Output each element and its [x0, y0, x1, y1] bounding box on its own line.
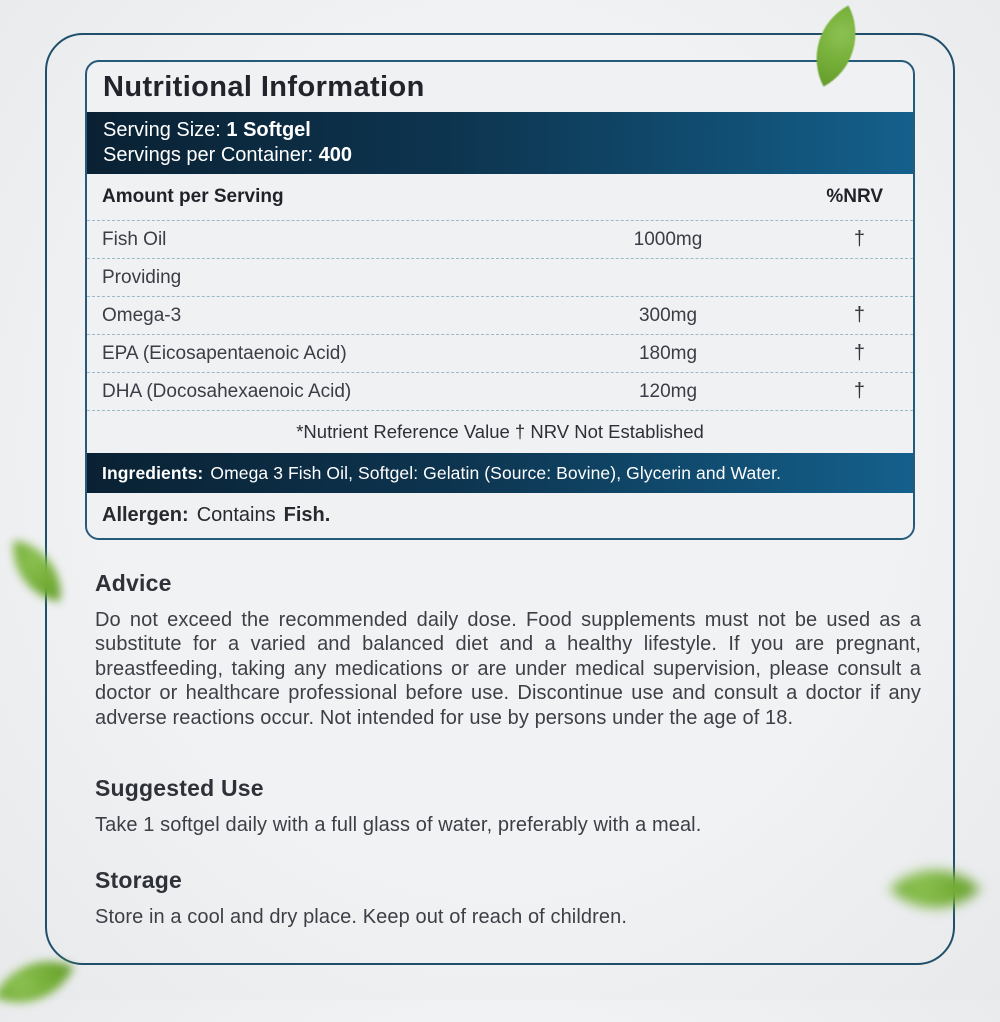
- nutrient-name: Providing: [102, 266, 182, 288]
- nutrition-card-title: Nutritional Information: [103, 70, 425, 103]
- ingredients-label: Ingredients:: [102, 462, 204, 483]
- storage-section: [95, 867, 921, 929]
- serving-info-banner: [87, 112, 913, 174]
- nutrient-row: [87, 372, 913, 410]
- nutrient-nrv: †: [853, 228, 865, 250]
- nutrient-nrv: †: [853, 380, 865, 402]
- advice-section: [95, 570, 921, 730]
- servings-per-container-line: [103, 143, 897, 168]
- advice-heading: Advice: [95, 570, 172, 596]
- nutrient-table-header: [87, 174, 913, 220]
- allergen-label: Allergen:: [102, 504, 189, 526]
- ingredients-text: Omega 3 Fish Oil, Softgel: Gelatin (Source: Bovine), Glycerin and Water.: [210, 462, 782, 483]
- nutrient-row: [87, 334, 913, 372]
- nutrient-name: EPA (Eicosapentaenoic Acid): [102, 342, 347, 364]
- servings-per-container-label: Servings per Container:: [103, 144, 319, 166]
- nutrient-nrv: †: [853, 304, 865, 326]
- allergen-term: Fish.: [283, 504, 331, 526]
- nutrient-amount: 120mg: [638, 380, 698, 402]
- nutrient-row: [87, 258, 913, 296]
- nutrient-amount: 300mg: [638, 304, 698, 326]
- suggested-use-section: [95, 775, 921, 837]
- suggested-use-heading: Suggested Use: [95, 775, 264, 801]
- servings-per-container-value: 400: [318, 144, 353, 166]
- nutrient-name: Omega-3: [102, 304, 182, 326]
- header-amount-per-serving: Amount per Serving: [102, 186, 284, 207]
- header-nrv: %NRV: [826, 186, 883, 207]
- nutrient-amount: 180mg: [638, 342, 698, 364]
- serving-size-value: 1 Softgel: [226, 119, 311, 141]
- nrv-footnote: *Nutrient Reference Value † NRV Not Established: [87, 410, 913, 453]
- nutrient-name: DHA (Docosahexaenoic Acid): [102, 380, 352, 402]
- nutrient-nrv: †: [853, 342, 865, 364]
- allergen-row: [87, 493, 913, 538]
- serving-size-label: Serving Size:: [103, 119, 227, 141]
- nutrient-row: [87, 296, 913, 334]
- nutrient-name: Fish Oil: [102, 228, 167, 250]
- nutrition-facts-card: [85, 60, 915, 540]
- suggested-use-text: Take 1 softgel daily with a full glass of water, preferably with a meal.: [95, 814, 702, 836]
- nutrient-table-body: [87, 220, 913, 410]
- serving-size-line: [103, 118, 897, 143]
- advice-text: Do not exceed the recommended daily dose. Food supplements must not be used as a substitute for a varied and balanced diet and a healthy lifestyle. If you are pregnant, breastfeeding, taking any medications or are under medical supervision, please consult a doctor or healthcare professional before use. Discontinue use and consult a doctor if any adverse reactions occur. Not intended for use by persons under the age of 18.: [95, 609, 921, 729]
- allergen-prefix: Contains: [196, 504, 276, 526]
- storage-heading: Storage: [95, 867, 183, 893]
- nutrient-amount: 1000mg: [633, 228, 703, 250]
- ingredients-banner: [87, 453, 913, 493]
- nutrient-row: [87, 220, 913, 258]
- storage-text: Store in a cool and dry place. Keep out of reach of children.: [95, 906, 627, 928]
